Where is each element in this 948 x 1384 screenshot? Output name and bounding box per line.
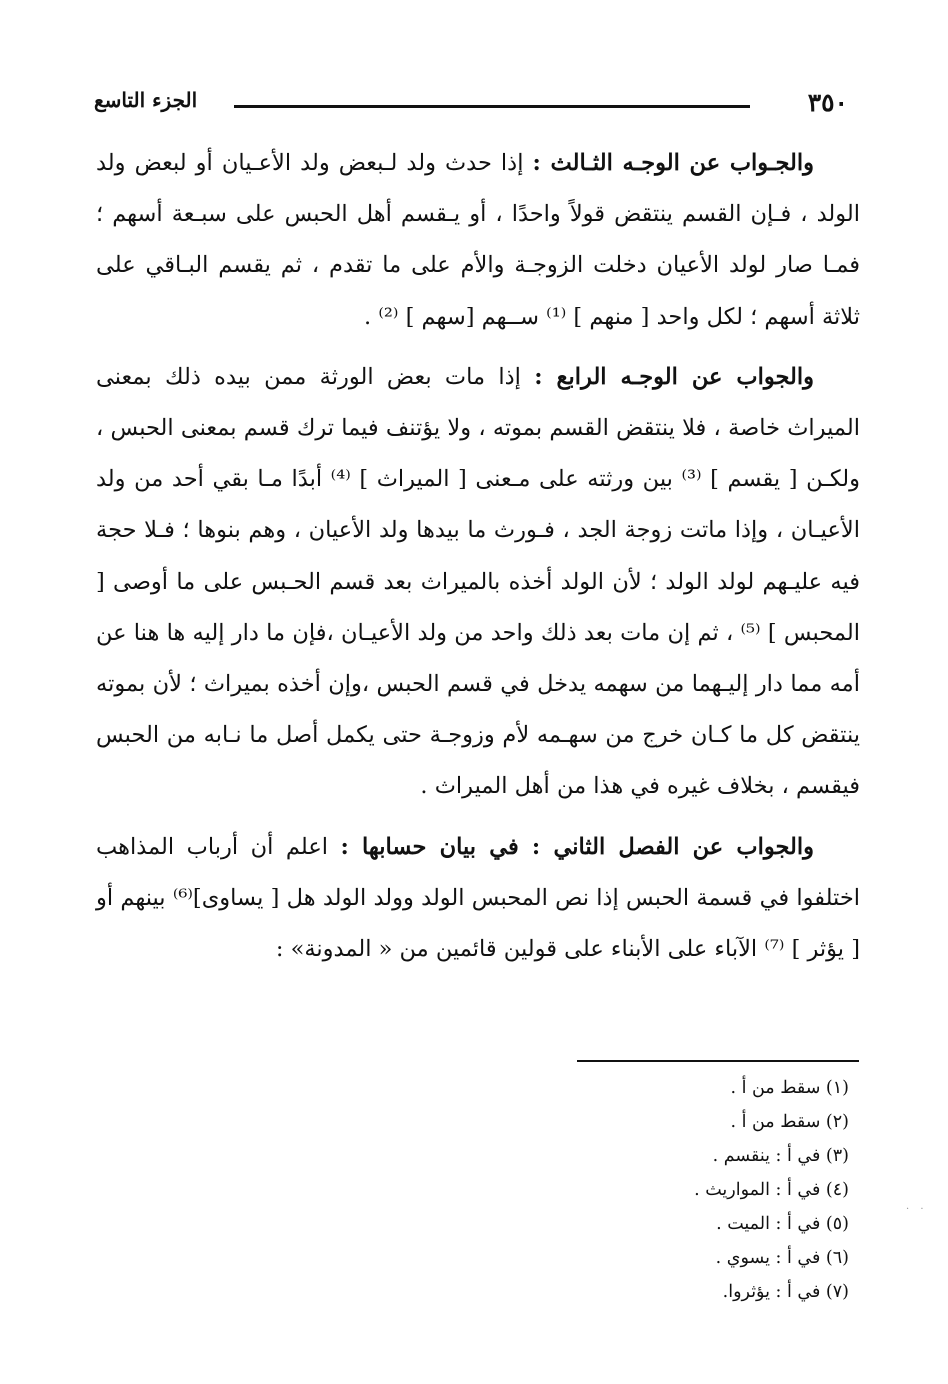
- paragraph-second-section: [96, 822, 860, 976]
- scan-mark: · ·: [906, 1204, 928, 1215]
- page-number: ٣٥٠: [807, 88, 848, 117]
- footnote: (٢) سقط من أ .: [730, 1112, 849, 1132]
- footnote: (٧) في أ : يؤثروا.: [722, 1282, 849, 1302]
- paragraph-heading: والجواب عن الفصل الثاني : في بيان حسابها :: [340, 833, 814, 860]
- footnotes: [549, 1071, 849, 1309]
- paragraph-body: اعلم أن أرباب المذاهب اختلفوا في قسمة الحبس إذا نص المحبس الولد وولد الولد هل [ يساوى]⁽⁶⁾ بينهم أو [ يؤثر ] ⁽⁷⁾ الآباء على الأبناء على قولين قائمين من « المدونة» :: [96, 833, 860, 963]
- header-rule: [234, 105, 750, 108]
- footnote-separator: [577, 1060, 859, 1062]
- paragraph-heading: والجـواب عن الوجـه الثـالث :: [532, 150, 814, 176]
- footnote: (٦) في أ : يسوي .: [715, 1248, 849, 1268]
- paragraph-heading: والجواب عن الوجـه الرابع :: [534, 363, 814, 390]
- paragraph-fourth-aspect: [96, 352, 860, 813]
- page-header: [94, 88, 858, 128]
- footnote: (١) سقط من أ .: [730, 1078, 849, 1098]
- paragraph-third-aspect: [96, 138, 860, 343]
- footnote: (٤) في أ : المواريث .: [694, 1180, 849, 1200]
- volume-title: الجزء التاسع: [94, 88, 198, 112]
- paragraph-body: إذا مات بعض الورثة ممن بيده ذلك بمعنى الميراث خاصة ، فلا ينتقض القسم بموته ، ولا يؤتنف فيما ترك قسم بمعنى الحبس ، ولكـن [ يقسم ] ⁽³⁾ بين ورثته على مـعنى [ الميراث ] ⁽⁴⁾ أبدًا مـا بقي أحد من ولد الأعيـان ، وإذا ماتت زوجة الجد ، فـورث ما بيدها ولد الأعيان ، وهم بنوها ؛ فـلا حجة فيه عليـهم لولد الولد ؛ لأن الولد أخذه بالميراث بعد قسم الحـبس على ما أوصى [ المحبس ] ⁽⁵⁾ ، ثم إن مات بعد ذلك واحد من ولد الأعيـان ،فإن ما دار إليه ها هنا عن أمه مما دار إليـهما من سهمه يدخل في قسم الحبس ،وإن أخذه بميراث ؛ لأن بموته ينتقض كل ما كـان خرج من سهـمه لأم وزوجـة حتى يكمل أصل ما نـابه من الحبس فيقسم ، بخلاف غيره في هذا من أهل الميراث .: [96, 363, 860, 800]
- footnote: (٥) في أ : الميت .: [716, 1214, 849, 1234]
- paragraph-body: إذا حدث ولد لـبعض ولد الأعـيان أو لبعض ولد الولد ، فـإن القسم ينتقض قولاً واحدًا ، أو يـقسم أهل الحبس على سبـعة أسهم ؛ فمـا صار لولد الأعيان دخلت الزوجـة والأم على ما تقدم ، ثم يقسم البـاقي على ثلاثة أسهم ؛ لكل واحد [ منهم ] ⁽¹⁾ ســهم [سهم ] ⁽²⁾ .: [96, 150, 860, 330]
- main-text: [96, 138, 860, 975]
- footnote: (٣) في أ : ينقسم .: [712, 1146, 849, 1166]
